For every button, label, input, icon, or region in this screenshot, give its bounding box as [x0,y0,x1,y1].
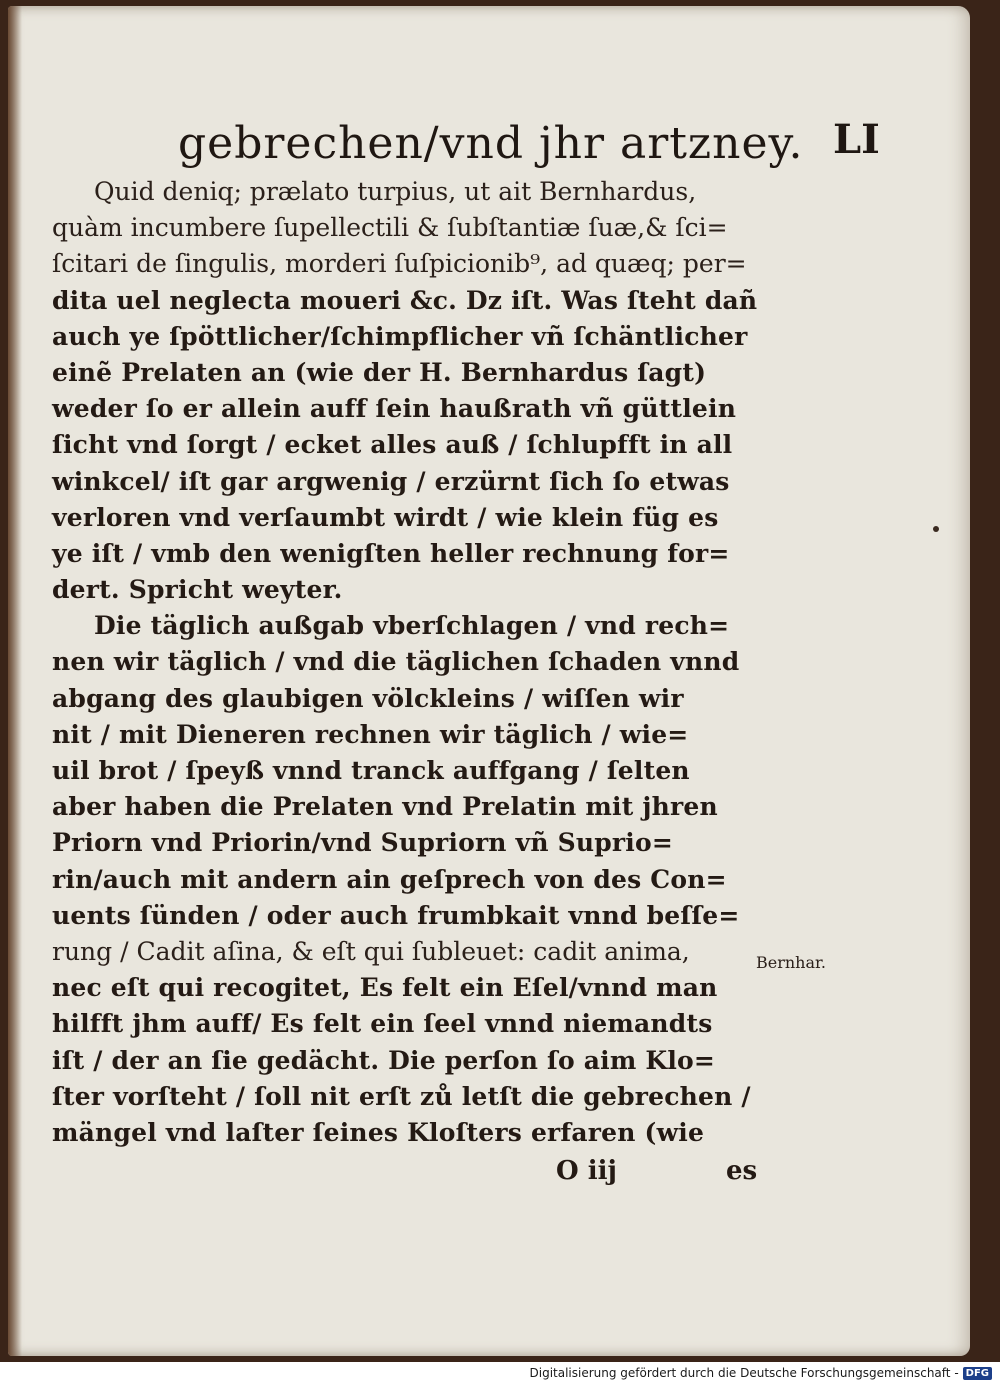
text-line: ſter vorſteht / ſoll nit erſt zů letſt die gebrechen / [52,1081,751,1111]
digitization-credit [530,1366,993,1380]
text-line: ſcitari de ſingulis, morderi ſuſpicionib⁹, ad quæq; per= [52,249,747,279]
text-line: Die täglich außgab vberſchlagen / vnd rech= [94,611,730,641]
text-line: Priorn vnd Priorin/vnd Supriorn vñ Suprio= [52,828,673,858]
ink-spot [933,526,939,532]
folio-number: LI [833,116,880,163]
running-title: gebrechen/vnd jhr artzney. [178,118,804,169]
text-line: aber haben die Prelaten vnd Prelatin mit jhren [52,792,718,822]
margin-note: Bernhar. [756,953,826,972]
text-line: iſt / der an ſie gedächt. Die perſon ſo aim Klo= [52,1045,716,1075]
text-line: mängel vnd laſter ſeines Kloſters erfaren (wie [52,1117,705,1147]
text-line: verloren vnd verſaumbt wirdt / wie klein füg es [52,502,719,532]
text-line: abgang des glaubigen völckleins / wiſſen wir [52,683,684,713]
text-line: ye iſt / vmb den wenigſten heller rechnung for= [52,538,730,568]
text-line: nit / mit Dieneren rechnen wir täglich / wie= [52,719,689,749]
page-spine-shadow [8,6,22,1356]
dfg-logo: DFG [963,1367,992,1380]
text-line: rung / Cadit aſina, & eſt qui ſubleuet: cadit anima, [52,936,690,966]
text-line: nec eſt qui recogitet, Es felt ein Eſel/vnnd man [52,973,718,1003]
text-line: nen wir täglich / vnd die täglichen ſchaden vnnd [52,647,740,677]
text-line: quàm incumbere ſupellectili & ſubſtantiæ ſuæ,& ſci= [52,213,728,243]
text-line: einẽ Prelaten an (wie der H. Bernhardus ſagt) [52,357,707,387]
text-line: winkcel/ iſt gar argwenig / erzürnt ſich ſo etwas [52,466,730,496]
text-line: dert. Spricht weyter. [52,575,343,605]
text-line: ſicht vnd ſorgt / ecket alles auß / ſchlupfft in all [52,430,733,460]
text-line: hilfft jhm auff/ Es felt ein ſeel vnnd niemandts [52,1009,713,1039]
text-line: weder ſo er allein auff ſein haußrath vñ güttlein [52,394,737,424]
text-line: dita uel neglecta moueri &c. Dz iſt. Was ſteht dañ [52,285,758,315]
catchword: es [726,1156,758,1186]
credit-text: Digitalisierung gefördert durch die Deutsche Forschungsgemeinschaft - [529,1366,959,1380]
body-text [52,174,772,1151]
text-line: uents ſünden / oder auch frumbkait vnnd beſſe= [52,900,740,930]
text-line: auch ye ſpöttlicher/ſchimpflicher vñ ſchäntlicher [52,321,748,351]
signature-mark: O iij [556,1156,617,1186]
book-page [8,6,970,1356]
text-line: Quid deniq; prælato turpius, ut ait Bernhardus, [94,177,697,206]
text-line: rin/auch mit andern ain geſprech von des Con= [52,864,727,894]
text-line: uil brot / ſpeyß vnnd tranck auffgang / ſelten [52,756,690,785]
